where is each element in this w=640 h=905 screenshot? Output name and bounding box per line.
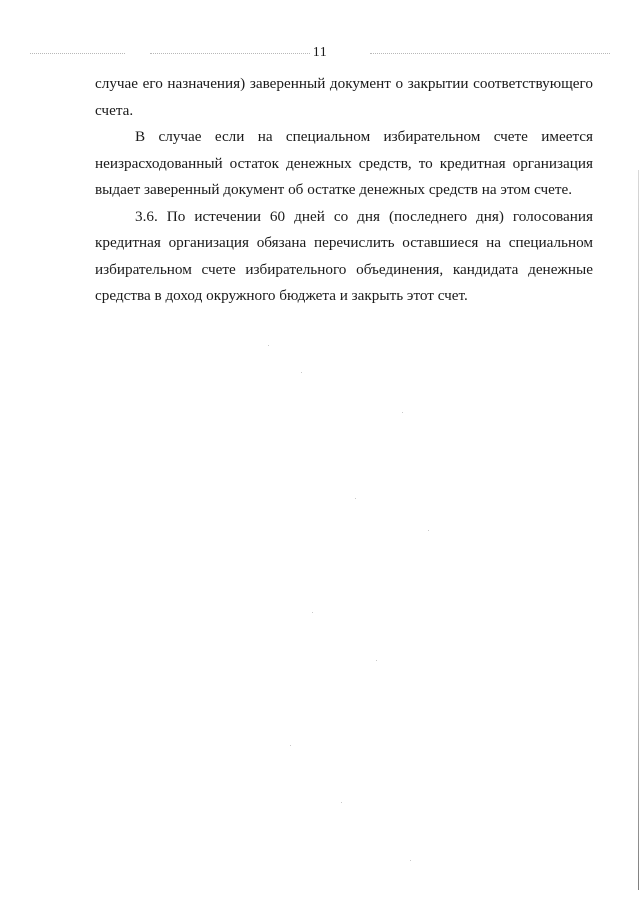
- scan-noise: [428, 530, 429, 531]
- scan-noise: [402, 412, 403, 413]
- paragraph-section-3-6: 3.6. По истечении 60 дней со дня (последнего дня) голосования кредитная организация обязана перечислить оставшиеся на специальном избирательном счете избирательного объединения, кандидата денежные средства в доход окружного бюджета и закрыть этот счет.: [95, 207, 593, 304]
- scan-noise: [376, 660, 377, 661]
- scan-noise: [290, 745, 291, 746]
- scan-noise: [312, 612, 313, 613]
- scan-edge-artifact: [638, 170, 639, 890]
- scan-noise: [268, 345, 269, 346]
- document-body: [95, 71, 593, 310]
- scan-noise: [410, 860, 411, 861]
- scan-noise: [301, 372, 302, 373]
- paragraph-continuation: случае его назначения) заверенный документ о закрытии соответствующего счета.: [95, 75, 593, 119]
- page-number: 11: [312, 45, 328, 60]
- scan-noise: [355, 498, 356, 499]
- scan-noise: [341, 802, 342, 803]
- paragraph-unspent-balance: В случае если на специальном избирательном счете имеется неизрасходованный остаток денежных средств, то кредитная организация выдает заверенный документ об остатке денежных средств на этом счете.: [95, 128, 593, 198]
